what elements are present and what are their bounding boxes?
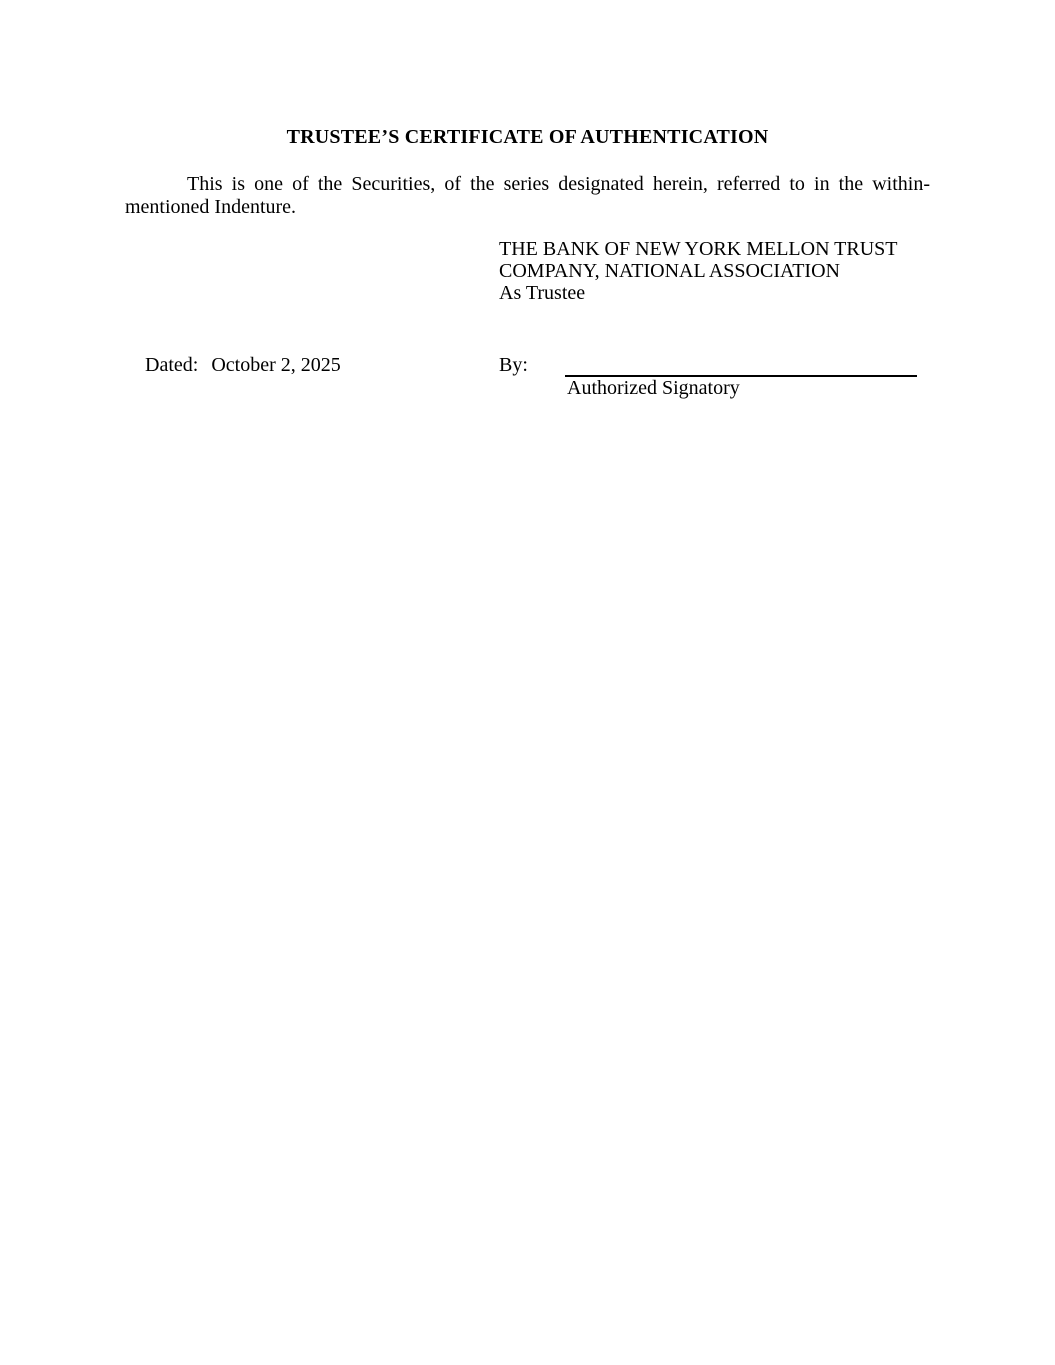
trustee-company-name-line-2: COMPANY, NATIONAL ASSOCIATION	[499, 260, 840, 282]
trustee-signature-block	[499, 238, 939, 304]
trustee-capacity: As Trustee	[499, 282, 586, 304]
body-paragraph	[125, 173, 930, 219]
document-title: TRUSTEE’S CERTIFICATE OF AUTHENTICATION	[286, 126, 769, 148]
dated-value: October 2, 2025	[211, 354, 341, 376]
body-paragraph-line-2: mentioned Indenture.	[125, 196, 297, 218]
signature-blank-line	[565, 354, 917, 377]
body-paragraph-line-1: This is one of the Securities, of the series designated herein, referred to in the within-	[187, 173, 930, 195]
authorized-signatory-caption: Authorized Signatory	[567, 377, 740, 399]
by-label: By:	[499, 354, 528, 376]
dated-line	[125, 331, 341, 400]
trustee-company-name-line-1: THE BANK OF NEW YORK MELLON TRUST	[499, 238, 898, 260]
dated-label: Dated:	[145, 354, 199, 376]
